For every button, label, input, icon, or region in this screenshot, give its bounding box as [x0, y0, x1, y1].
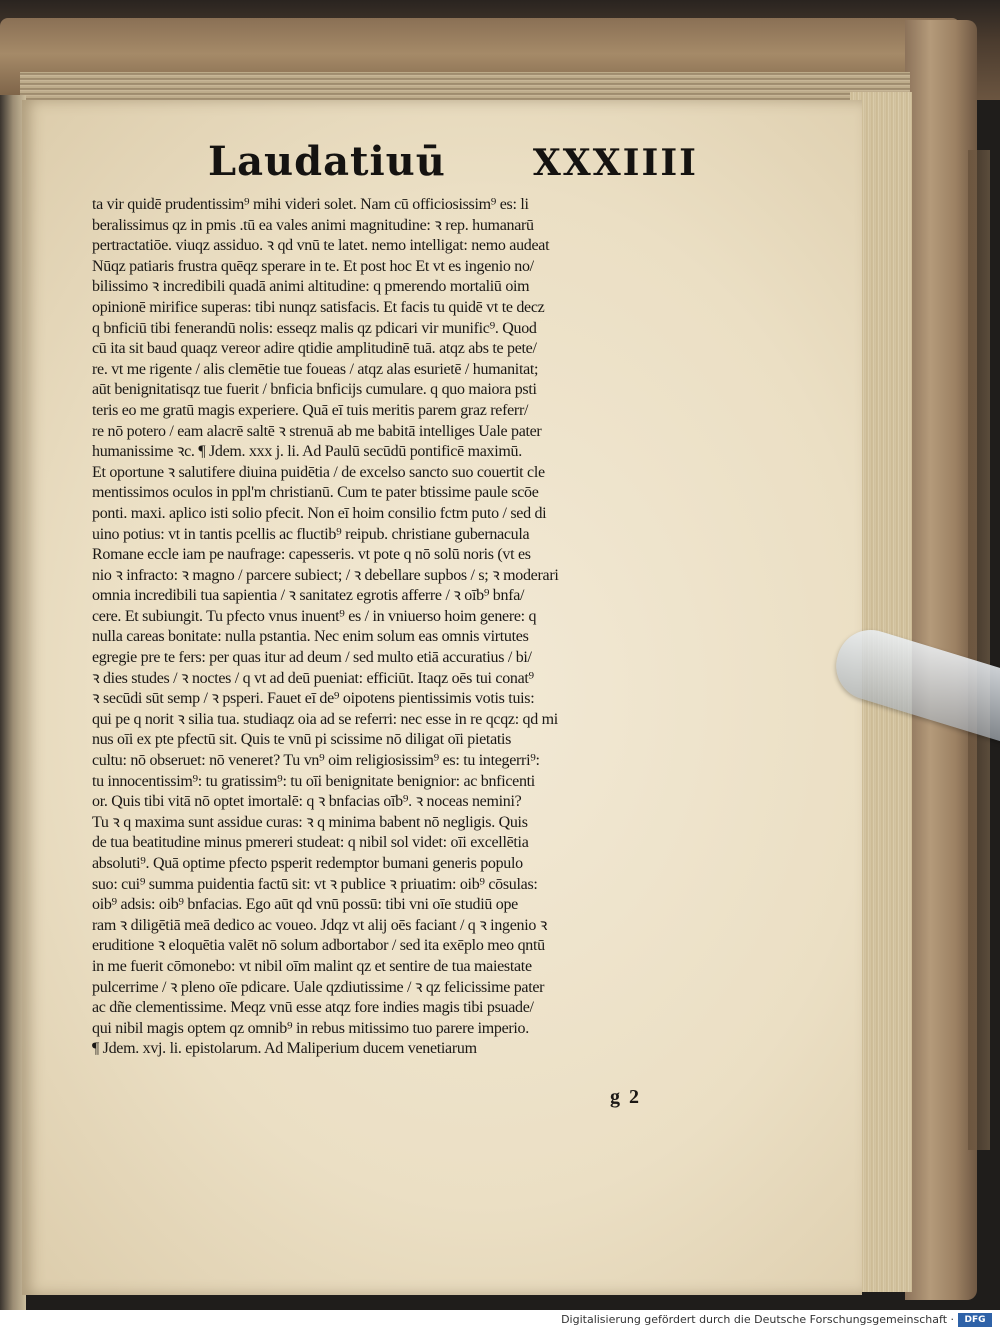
text-line: Et oportune ꝛ salutifere diuina puidētia / de excelso sancto suo couertit cle [92, 463, 545, 481]
book-clasp [968, 150, 990, 1150]
text-line: ponti. maxi. aplico isti solio pfecit. Non eī hoim consilio fctm puto / sed di [92, 504, 547, 522]
text-line: nus oīi ex pte pfectū sit. Quis te vnū pi scissime nō diligat oīi pietatis [92, 731, 512, 749]
text-line: bilissimo ꝛ incredibili quadā animi altitudine: q pmerendo mortaliū oim [92, 278, 530, 296]
text-line: opinionē mirifice superas: tibi nunqz satisfacis. Et facis tu quidē vt te decz [92, 298, 545, 316]
text-line: cultu: nō obseruet: nō veneret? Tu vn⁹ oim religiosissim⁹ es: tu integerri⁹: [92, 752, 540, 770]
text-line: re. vt me rigente / alis clemētie tue foueas / atqz alas esurietē / humanitat; [92, 360, 539, 378]
footer-bar [0, 1310, 1000, 1331]
text-line: ac dñe clementissime. Meqz vnū esse atqz fore indies magis tibi psuade/ [92, 999, 534, 1017]
text-line: de tua beatitudine minus pmereri studeat: q nibil sol videt: oīi excellētia [92, 834, 529, 852]
text-line: pulcerrime / ꝛ pleno oīe pdicare. Uale qzdiutissime / ꝛ qz felicissime pater [92, 978, 545, 996]
text-line: cere. Et subiungit. Tu pfecto vnus inuent⁹ es / in vniuerso hoim genere: q [92, 607, 537, 625]
text-line: tu innocentissim⁹: tu gratissim⁹: tu oīi benignitate benignior: ac bnficenti [92, 772, 535, 790]
text-line: mentissimos oculos in ppl'm christianū. Cum te pater btissime paule scōe [92, 484, 539, 502]
text-line: in me fuerit cōmonebo: vt nibil oīm malint qz et sentire de tua maiestate [92, 957, 532, 975]
text-line: ta vir quidē prudentissim⁹ mihi videri solet. Nam cū officiosissim⁹ es: li [92, 196, 529, 213]
funding-credit: Digitalisierung gefördert durch die Deutsche Forschungsgemeinschaft · [561, 1313, 954, 1326]
text-line: pertractatiōe. viuqz assiduo. ꝛ qd vnū te latet. nemo intelligat: nemo audeat [92, 237, 550, 255]
text-line: suo: cui⁹ summa puidentia factū sit: vt ꝛ publice ꝛ priuatim: oib⁹ cōsulas: [92, 875, 538, 893]
text-line: Romane eccle iam pe naufrage: capesseris. vt pote q nō solū noris (vt es [92, 546, 531, 564]
text-line: egregie pre te fers: per quas itur ad deum / sed multo etiā accuratius / bi/ [92, 649, 532, 667]
running-title: Laudatiuū [208, 138, 446, 185]
text-line: absoluti⁹. Quā optime pfecto psperit redemptor bumani generis populo [92, 855, 523, 872]
dfg-logo: DFG [958, 1313, 992, 1327]
text-line: oib⁹ adsis: oib⁹ bnfacias. Ego aūt qd vnū possū: tibi vni oīe studiū ope [92, 896, 518, 914]
signature-mark: g 2 [610, 1086, 641, 1108]
text-line: cū ita sit baud quaqz vereor adire qtidie amplitudinē tuā. atqz abs te pete/ [92, 340, 537, 358]
text-line: qui nibil magis optem qz omnib⁹ in rebus mitissimo tuo parere imperio. [92, 1019, 529, 1037]
text-line: Tu ꝛ q maxima sunt assidue curas: ꝛ q minima babent nō negligis. Quis [92, 813, 528, 831]
text-line: Nūqz patiaris frustra quēqz sperare in te. Et post hoc Et vt es ingenio no/ [92, 257, 534, 275]
page-heading [90, 138, 698, 194]
body-text [92, 195, 698, 1060]
text-line: aūt benignitatisqz tue fuerit / bnficia bnficijs cumulare. q quo maiora psti [92, 381, 537, 399]
text-line: ꝛ secūdi sūt semp / ꝛ psperi. Fauet eī de⁹ oipotens pientissimis votis tuis: [92, 690, 535, 708]
text-line: q bnficiū tibi fenerandū nolis: esseqz malis qz pdicari vir munific⁹. Quod [92, 319, 537, 337]
text-line: omnia incredibili tua sapientia / ꝛ sanitatez egrotis afferre / ꝛ oīb⁹ bnfa/ [92, 587, 525, 605]
text-line: teris eo me gratū magis experiere. Quā eī tuis meritis parem graz referr/ [92, 401, 529, 419]
text-line: eruditione ꝛ eloquētia valēt nō solum adbortabor / sed ita exēplo meo qntū [92, 937, 545, 955]
text-line: qui pe q norit ꝛ silia tua. studiaqz oia ad se referri: nec esse in re qcqz: qd mi [92, 710, 558, 728]
text-line: ¶ Jdem. xvj. li. epistolarum. Ad Maliperium ducem venetiarum [92, 1040, 477, 1058]
text-line: uino potius: vt in tantis pcellis ac fluctib⁹ reipub. christiane gubernacula [92, 525, 530, 543]
folio-number: XXXIIII [532, 142, 698, 184]
text-line: or. Quis tibi vitā nō optet imortalē: q ꝛ bnfacias oīb⁹. ꝛ noceas nemini? [92, 793, 522, 811]
text-line: nulla careas bonitate: nulla pstantia. Nec enim solum eas omnis virtutes [92, 628, 529, 646]
text-line: beralissimus qz in pmis .tū ea vales animi magnitudine: ꝛ rep. humanarū [92, 216, 534, 234]
text-line: nio ꝛ infracto: ꝛ magno / parcere subiect; / ꝛ debellare supbos / s; ꝛ moderari [92, 566, 559, 584]
text-line: humanissime ꝛc. ¶ Jdem. xxx j. li. Ad Paulū secūdū pontificē maximū. [92, 443, 522, 461]
text-line: ram ꝛ diligētiā meā dedico ac voueo. Jdqz vt alij oēs faciant / q ꝛ ingenio ꝛ [92, 916, 548, 934]
text-line: re nō potero / eam alacrē saltē ꝛ strenuā ab me babitā intelliges Uale pater [92, 422, 542, 440]
text-line: ꝛ dies studes / ꝛ noctes / q vt ad deū pueniat: efficiūt. Itaqz oēs tui conat⁹ [92, 669, 534, 687]
